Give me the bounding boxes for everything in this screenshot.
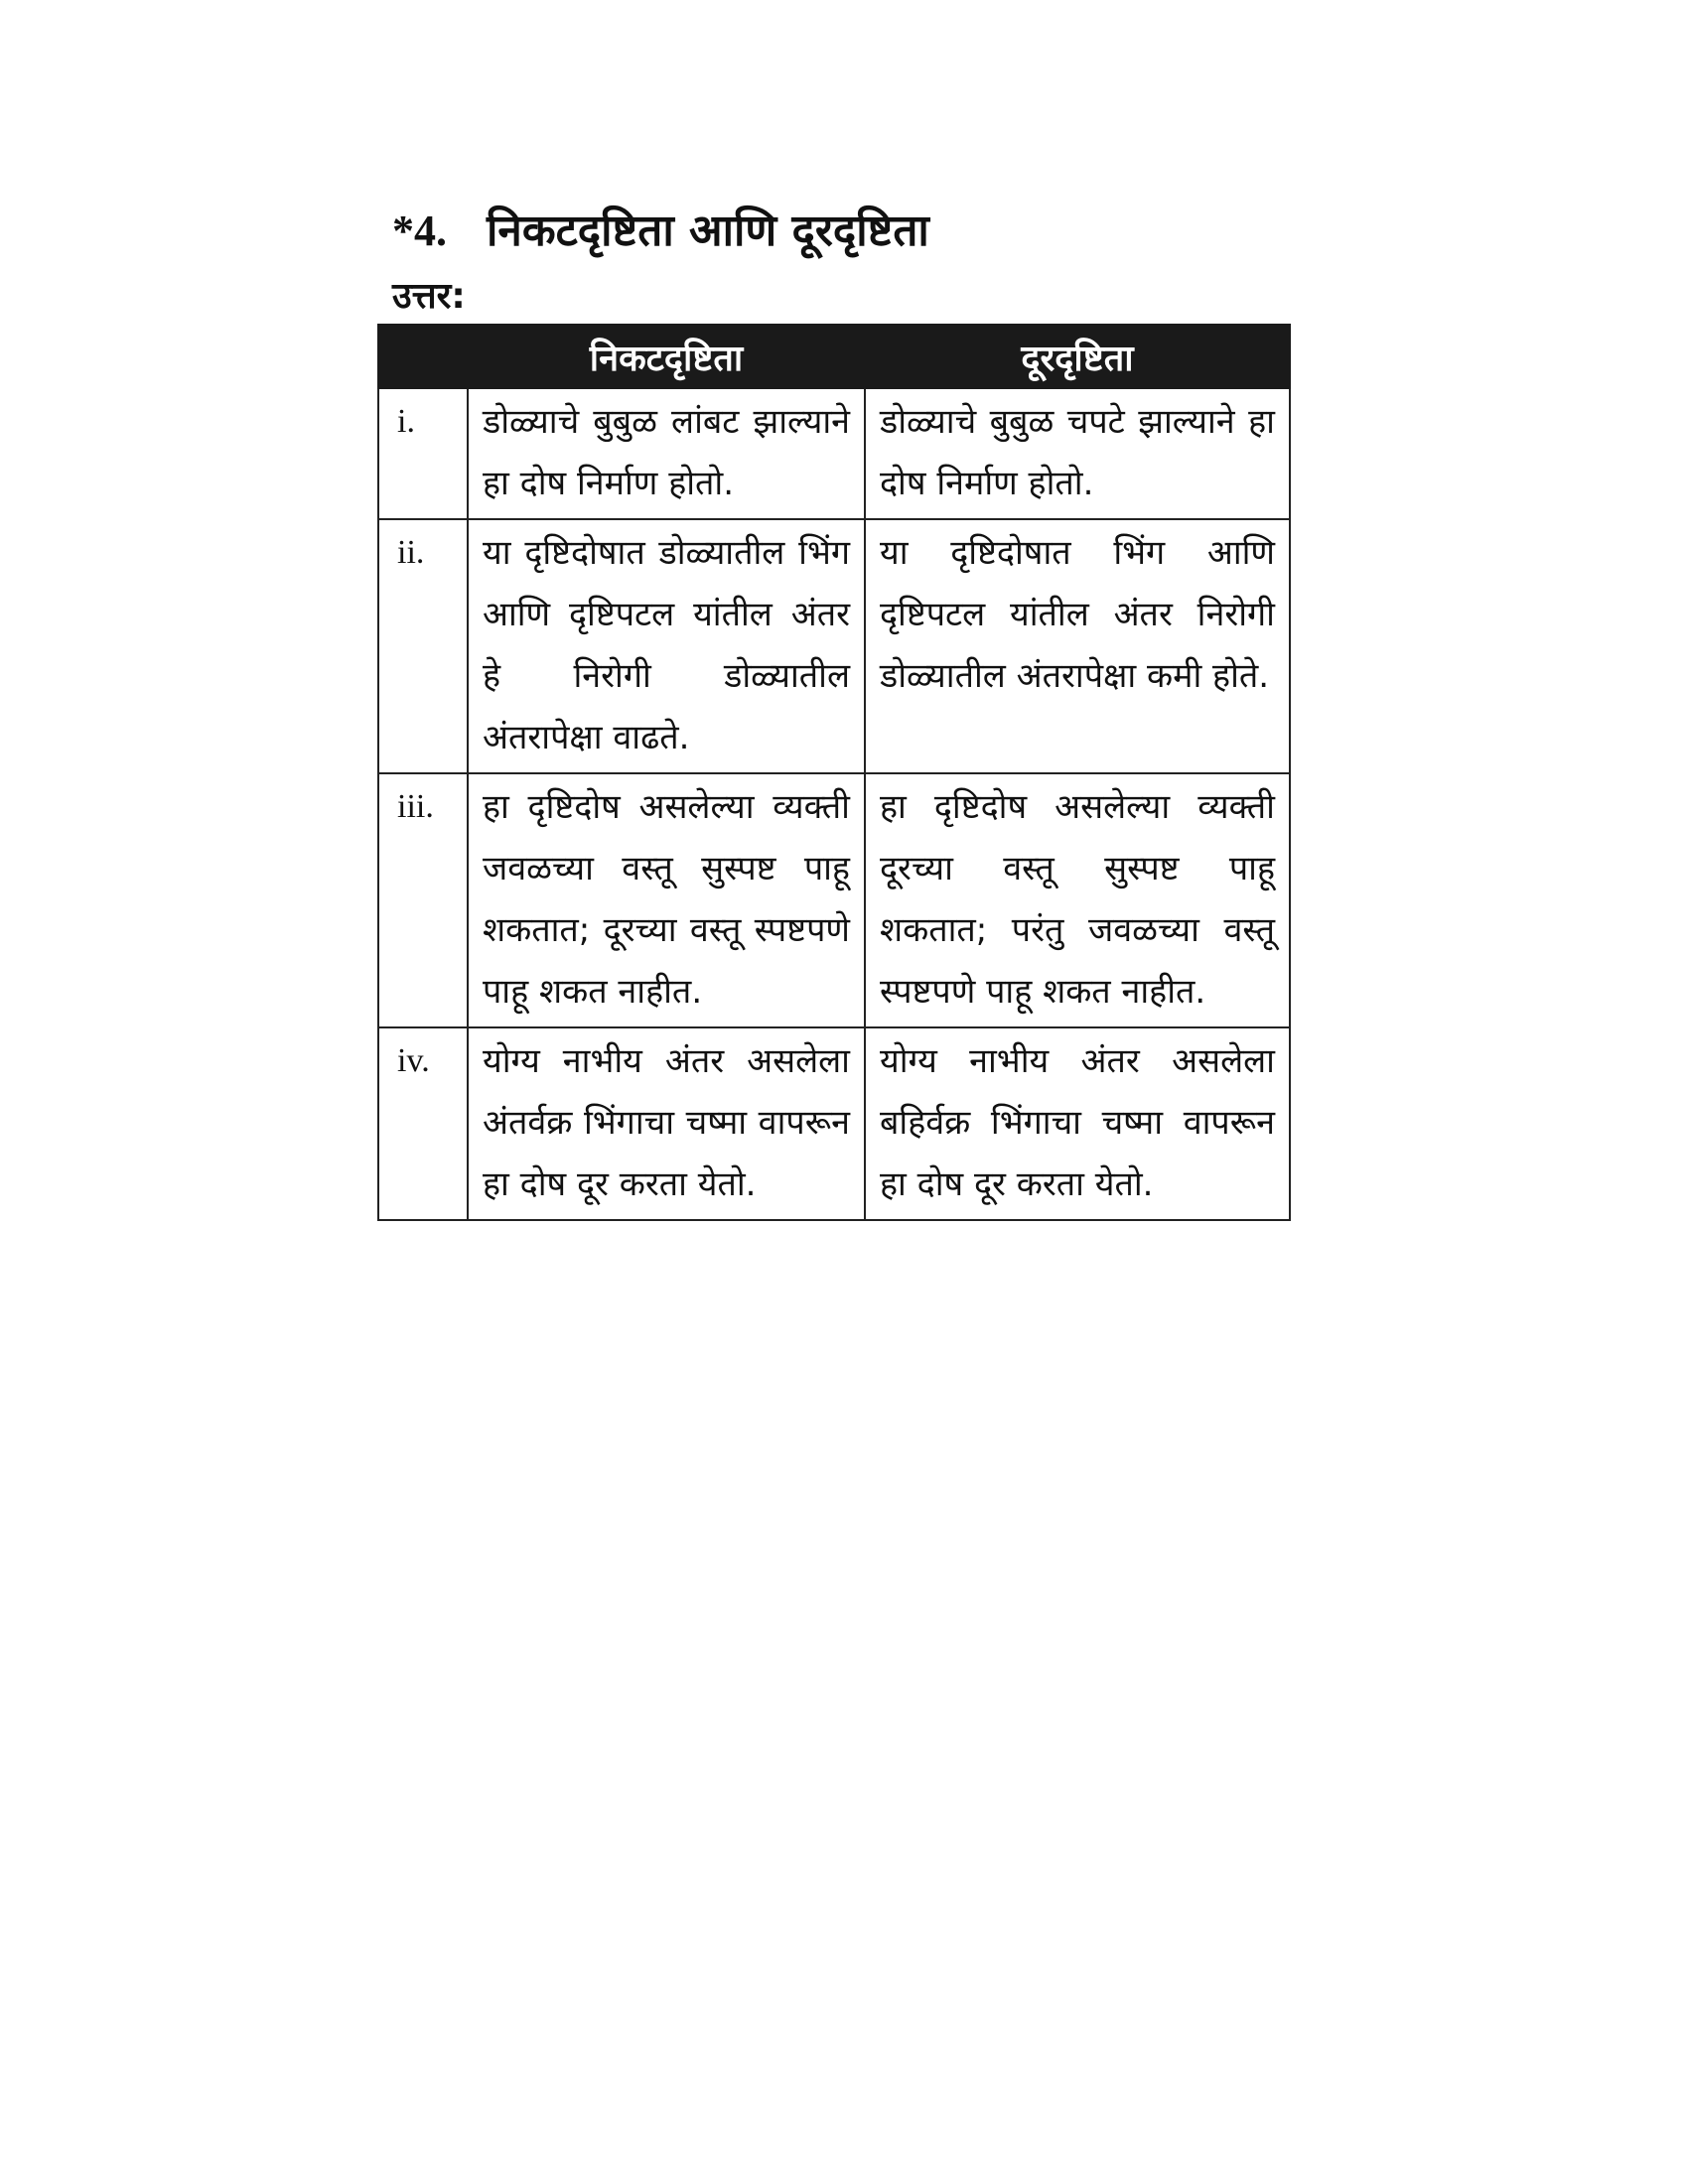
comparison-table (377, 324, 1291, 1221)
table-row (378, 1027, 1290, 1220)
header-serial (378, 325, 468, 388)
far-cell: योग्य नाभीय अंतर असलेला बहिर्वक्र भिंगाचा चष्मा वापरून हा दोष दूर करता येतो. (865, 1027, 1290, 1220)
near-cell: योग्य नाभीय अंतर असलेला अंतर्वक्र भिंगाचा चष्मा वापरून हा दोष दूर करता येतो. (468, 1027, 865, 1220)
near-cell: डोळ्याचे बुबुळ लांबट झाल्याने हा दोष निर्माण होतो. (468, 388, 865, 519)
row-number: i. (378, 388, 468, 519)
answer-label: उत्तर: (392, 276, 466, 317)
table-header-row (378, 325, 1290, 388)
header-near-sightedness: निकटदृष्टिता (468, 325, 865, 388)
far-cell: डोळ्याचे बुबुळ चपटे झाल्याने हा दोष निर्माण होतो. (865, 388, 1290, 519)
row-number: ii. (378, 519, 468, 773)
far-cell: हा दृष्टिदोष असलेल्या व्यक्ती दूरच्या वस्तू सुस्पष्ट पाहू शकतात; परंतु जवळच्या वस्तू स्पष्टपणे पाहू शकत नाहीत. (865, 773, 1290, 1027)
question-heading (392, 199, 929, 258)
question-number: *4. (392, 206, 447, 255)
question-title: निकटदृष्टिता आणि दूरदृष्टिता (487, 205, 929, 256)
near-cell: या दृष्टिदोषात डोळ्यातील भिंग आणि दृष्टिपटल यांतील अंतर हे निरोगी डोळ्यातील अंतरापेक्षा वाढते. (468, 519, 865, 773)
row-number: iii. (378, 773, 468, 1027)
table-row (378, 388, 1290, 519)
near-cell: हा दृष्टिदोष असलेल्या व्यक्ती जवळच्या वस्तू सुस्पष्ट पाहू शकतात; दूरच्या वस्तू स्पष्टपणे पाहू शकत नाहीत. (468, 773, 865, 1027)
header-far-sightedness: दूरदृष्टिता (865, 325, 1290, 388)
far-cell: या दृष्टिदोषात भिंग आणि दृष्टिपटल यांतील अंतर निरोगी डोळ्यातील अंतरापेक्षा कमी होते. (865, 519, 1290, 773)
table-row (378, 773, 1290, 1027)
row-number: iv. (378, 1027, 468, 1220)
table-row (378, 519, 1290, 773)
